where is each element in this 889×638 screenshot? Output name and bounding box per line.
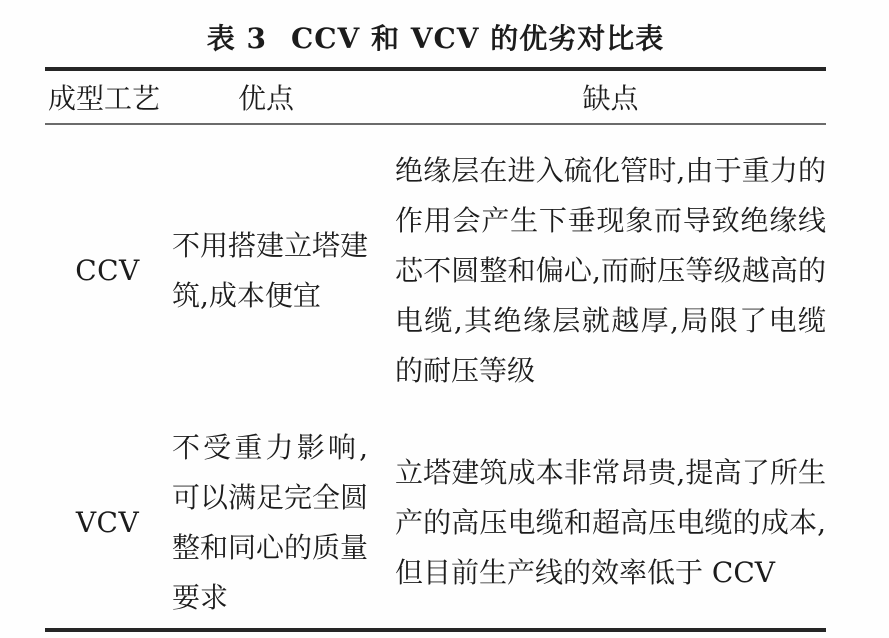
table-row-vcv	[45, 417, 826, 628]
table-header-row	[45, 71, 826, 125]
process-cell-ccv	[45, 125, 170, 417]
column-header-advantages: 优点	[237, 82, 294, 115]
advantages-text-vcv: 不受重力影响,可以满足完全圆整和同心的质量要求	[172, 430, 369, 614]
table-caption	[45, 17, 826, 57]
process-label-ccv: CCV	[75, 254, 140, 287]
table-number: 表 3	[206, 22, 267, 55]
advantages-cell-vcv	[170, 417, 395, 628]
table-caption-text: CCV 和 VCV 的优劣对比表	[290, 22, 665, 55]
disadvantages-cell-ccv	[395, 125, 826, 417]
column-header-disadvantages: 缺点	[582, 82, 639, 115]
disadvantages-cell-vcv	[395, 417, 826, 628]
column-header-process: 成型工艺	[48, 82, 161, 115]
process-cell-vcv	[45, 417, 170, 628]
table-row-ccv	[45, 125, 826, 417]
advantages-text-ccv: 不用搭建立塔建筑,成本便宜	[172, 229, 369, 312]
disadvantages-text-ccv: 绝缘层在进入硫化管时,由于重力的作用会产生下垂现象而导致绝缘线芯不圆整和偏心,而耐压等级越高的电缆,其绝缘层就越厚,局限了电缆的耐压等级	[395, 154, 826, 387]
disadvantages-text-vcv: 立塔建筑成本非常昂贵,提高了所生产的高压电缆和超高压电缆的成本,但目前生产线的效率低于 CCV	[395, 455, 826, 589]
process-label-vcv: VCV	[75, 505, 140, 539]
comparison-table	[45, 67, 826, 632]
advantages-cell-ccv	[170, 125, 395, 417]
